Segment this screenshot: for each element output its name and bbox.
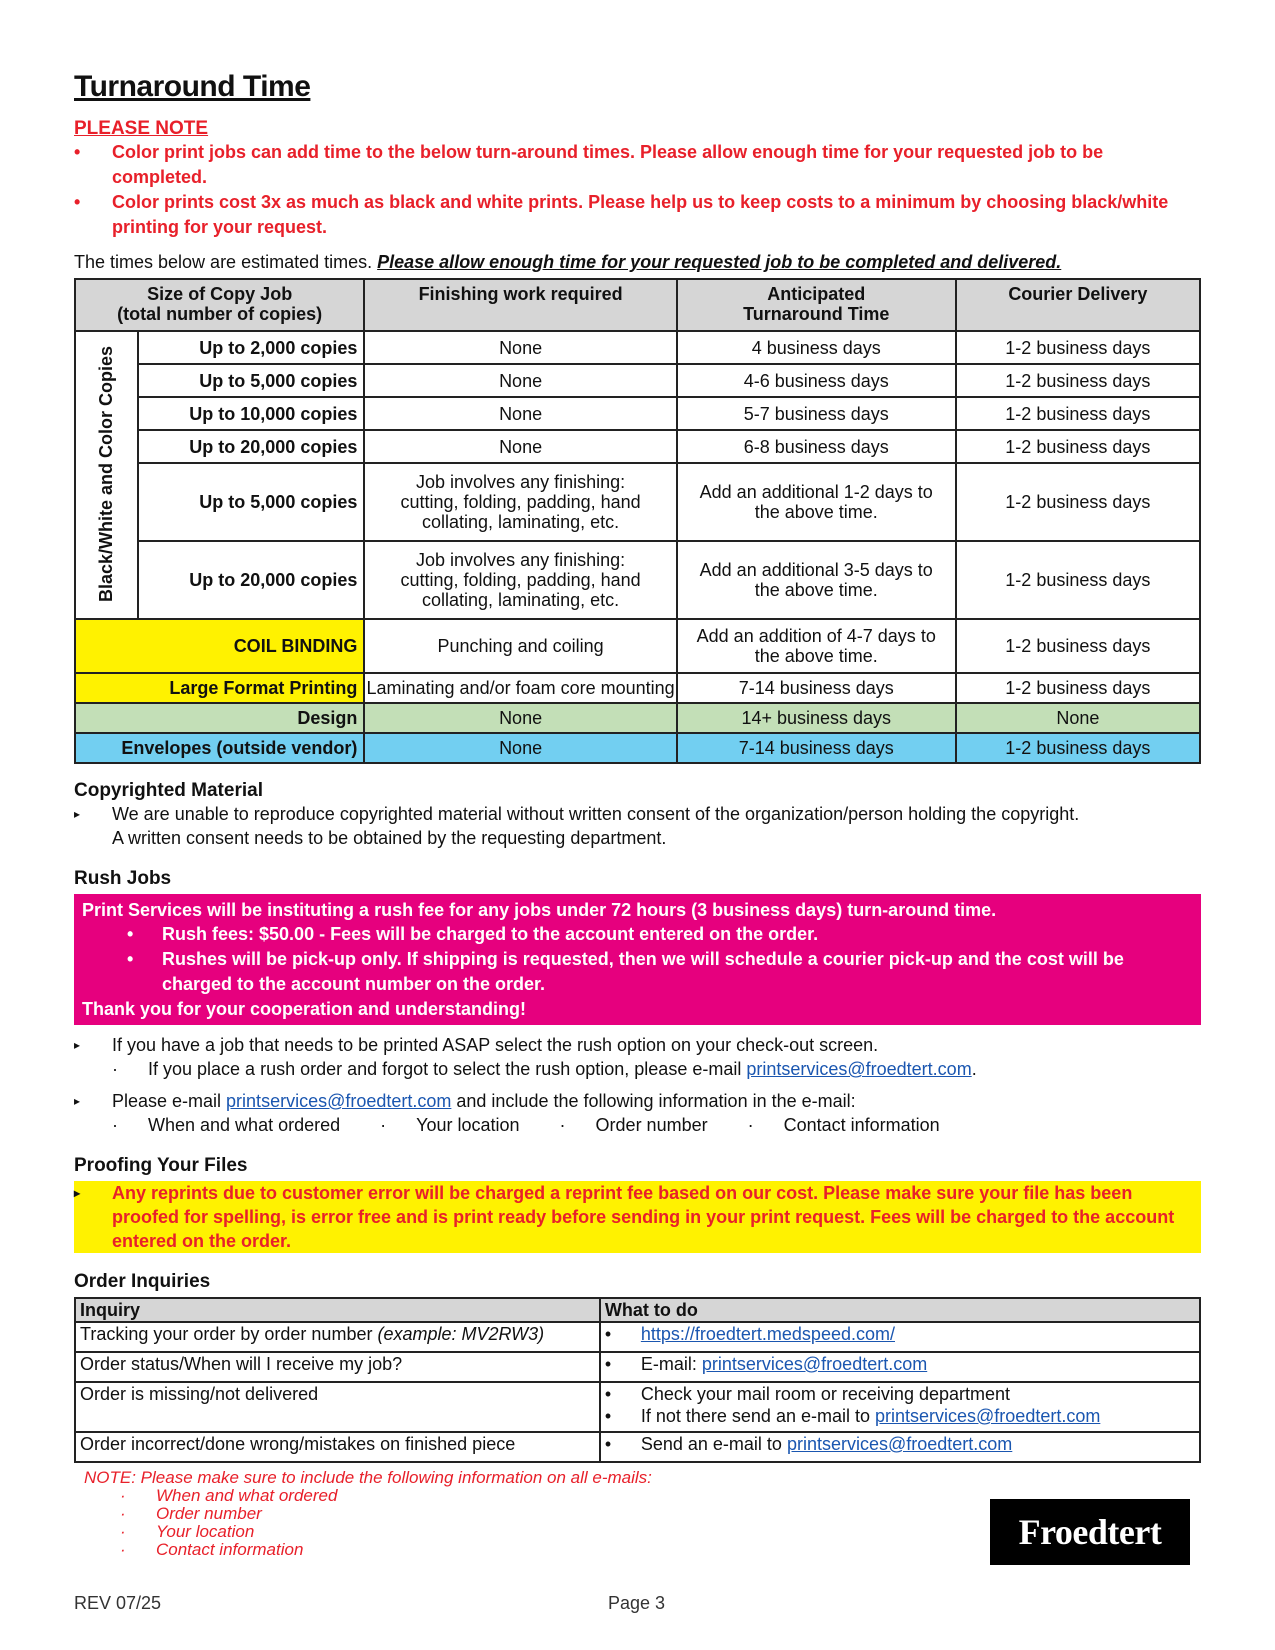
list-item: · Contact information (747, 1115, 940, 1135)
table-header-row (75, 279, 1200, 331)
table-row: Order incorrect/done wrong/mistakes on finished piece • Send an e-mail to printservices@froedtert.com (75, 1432, 1200, 1462)
rush-heading: Rush Jobs (74, 868, 172, 889)
small-bullet-icon: · (747, 1115, 754, 1135)
small-bullet-icon: · (380, 1115, 387, 1135)
bullet-icon: • (604, 1384, 612, 1404)
header-courier: Courier Delivery (956, 279, 1200, 331)
arrow-bullet-icon: ▸ (74, 807, 81, 821)
rush-forgot-item: · If you place a rush order and forgot to select the rush option, please e-mail printservices@froedtert.com. (112, 1059, 977, 1079)
note-item-1: • Color print jobs can add time to the below turn-around times. Please allow enough time for your requested job to be completed. (74, 142, 1104, 187)
table-row-envelopes: Envelopes (outside vendor) None 7-14 business days 1-2 business days (75, 733, 1200, 763)
header-size: Size of Copy Job (total number of copies) (75, 279, 364, 331)
table-row: Up to 20,000 copies None 6-8 business days 1-2 business days (75, 430, 1200, 463)
bullet-icon: • (604, 1324, 612, 1344)
bullet-icon: • (127, 924, 134, 944)
bullet-icon: • (604, 1406, 612, 1426)
rush-email-item: ▸ Please e-mail printservices@froedtert.com and include the following information in the e-mail: (74, 1091, 856, 1111)
list-item: · Order number (559, 1115, 708, 1135)
table-row: Up to 5,000 copies None 4-6 business days 1-2 business days (75, 364, 1200, 397)
small-bullet-icon: · (112, 1059, 118, 1079)
email-link[interactable]: printservices@froedtert.com (875, 1406, 1101, 1426)
email-link[interactable]: printservices@froedtert.com (786, 1434, 1013, 1454)
rush-fee-box: Print Services will be instituting a rush fee for any jobs under 72 hours (3 business days) turn-around time. • Rush fees: $50.00 - Fees will be charged to the account entered on the order. • Rushes will be pick-up only. If shipping is requested, then we will schedule a courier pick-up and the cost will be charged to the account number on the order. Thank you for your cooperation and understanding! (74, 894, 1201, 1025)
rush-info-list (74, 1113, 1201, 1137)
table-row-coil-binding: COIL BINDING Punching and coiling Add an addition of 4-7 days to the above time. 1-2 business days (75, 619, 1200, 673)
list-item: · Your location (120, 1522, 255, 1541)
bullet-icon: • (127, 949, 134, 969)
please-note-heading: PLEASE NOTE (74, 118, 209, 139)
inquiries-heading: Order Inquiries (74, 1271, 211, 1292)
list-item: · Contact information (120, 1540, 304, 1559)
proofing-box: ▸ Any reprints due to customer error will be charged a reprint fee based on our cost. Please make sure your file has been proofed for spelling, is error free and is print ready before sending in your print request. Fees will be charged to the account entered on the order. (74, 1181, 1201, 1253)
header-anticipated: Anticipated Turnaround Time (677, 279, 956, 331)
small-bullet-icon: · (120, 1522, 126, 1541)
table-intro: The times below are estimated times. Please allow enough time for your requested job to be completed and delivered. (74, 252, 1062, 272)
table-row-large-format: Large Format Printing Laminating and/or foam core mounting 7-14 business days 1-2 business days (75, 673, 1200, 703)
proofing-heading: Proofing Your Files (74, 1155, 248, 1176)
arrow-bullet-icon: ▸ (74, 1186, 81, 1200)
revision-label: REV 07/25 (74, 1593, 162, 1613)
copyright-heading: Copyrighted Material (74, 780, 263, 801)
small-bullet-icon: · (120, 1486, 126, 1505)
list-item: · Your location (380, 1115, 520, 1135)
small-bullet-icon: · (120, 1504, 126, 1523)
arrow-bullet-icon: ▸ (74, 1094, 81, 1108)
small-bullet-icon: · (559, 1115, 566, 1135)
bullet-icon: • (74, 142, 81, 162)
bullet-icon: • (604, 1354, 612, 1374)
small-bullet-icon: · (120, 1540, 126, 1559)
note-item-2: • Color prints cost 3x as much as black and white prints. Please help us to keep costs to a minimum by choosing black/white printing for your request. (74, 192, 1169, 237)
group-label-cell: Black/White and Color Copies (75, 331, 138, 619)
page-title: Turnaround Time (74, 70, 311, 103)
table-row: Up to 5,000 copies Job involves any finishing: cutting, folding, padding, hand collating, laminating, etc. Add an additional 1-2 days to the above time. 1-2 business days (75, 463, 1200, 541)
list-item: · When and what ordered (112, 1115, 341, 1135)
table-row: Up to 20,000 copies Job involves any finishing: cutting, folding, padding, hand collating, laminating, etc. Add an additional 3-5 days to the above time. 1-2 business days (75, 541, 1200, 619)
inquiries-header-row: Inquiry What to do (75, 1298, 1200, 1322)
table-row: Order status/When will I receive my job? • E-mail: printservices@froedtert.com (75, 1352, 1200, 1382)
bullet-icon: • (604, 1434, 612, 1454)
copyright-item: ▸ We are unable to reproduce copyrighted material without written consent of the organization/person holding the copyright. A written consent needs to be obtained by the requesting department. (74, 804, 1080, 848)
rush-asap-item: ▸ If you have a job that needs to be printed ASAP select the rush option on your check-out screen. (74, 1035, 879, 1055)
inquiries-table (74, 1297, 1201, 1463)
page-number: Page 3 (608, 1593, 666, 1613)
email-link[interactable]: printservices@froedtert.com (701, 1354, 928, 1374)
arrow-bullet-icon: ▸ (74, 1038, 81, 1052)
table-row-design: Design None 14+ business days None (75, 703, 1200, 733)
document-page (74, 70, 1201, 1559)
email-link[interactable]: printservices@froedtert.com (746, 1059, 972, 1079)
header-finishing: Finishing work required (364, 279, 676, 331)
table-row: Up to 10,000 copies None 5-7 business days 1-2 business days (75, 397, 1200, 430)
rush-item-1: • Rush fees: $50.00 - Fees will be charged to the account entered on the order. (82, 922, 1193, 947)
list-item: · Order number (120, 1504, 262, 1523)
small-bullet-icon: · (112, 1115, 118, 1135)
froedtert-logo: Froedtert (990, 1499, 1190, 1565)
table-row: Black/White and Color Copies Up to 2,000 copies None 4 business days 1-2 business days (75, 331, 1200, 364)
bullet-icon: • (74, 192, 81, 212)
table-row: Order is missing/not delivered • Check your mail room or receiving department • If not there send an e-mail to printservices@froedtert.com (75, 1382, 1200, 1432)
email-note: NOTE: Please make sure to include the following information on all e-mails: · When and what ordered · Order number · Your location · Contact information (74, 1469, 1201, 1559)
rush-item-2: • Rushes will be pick-up only. If shipping is requested, then we will schedule a courier pick-up and the cost will be charged to the account number on the order. (127, 949, 1124, 994)
table-row: Tracking your order by order number (example: MV2RW3) • https://froedtert.medspeed.com/ (75, 1322, 1200, 1352)
turnaround-table (74, 278, 1201, 764)
list-item: · When and what ordered (120, 1486, 338, 1505)
medspeed-link[interactable]: https://froedtert.medspeed.com/ (640, 1324, 895, 1344)
email-link[interactable]: printservices@froedtert.com (226, 1091, 452, 1111)
